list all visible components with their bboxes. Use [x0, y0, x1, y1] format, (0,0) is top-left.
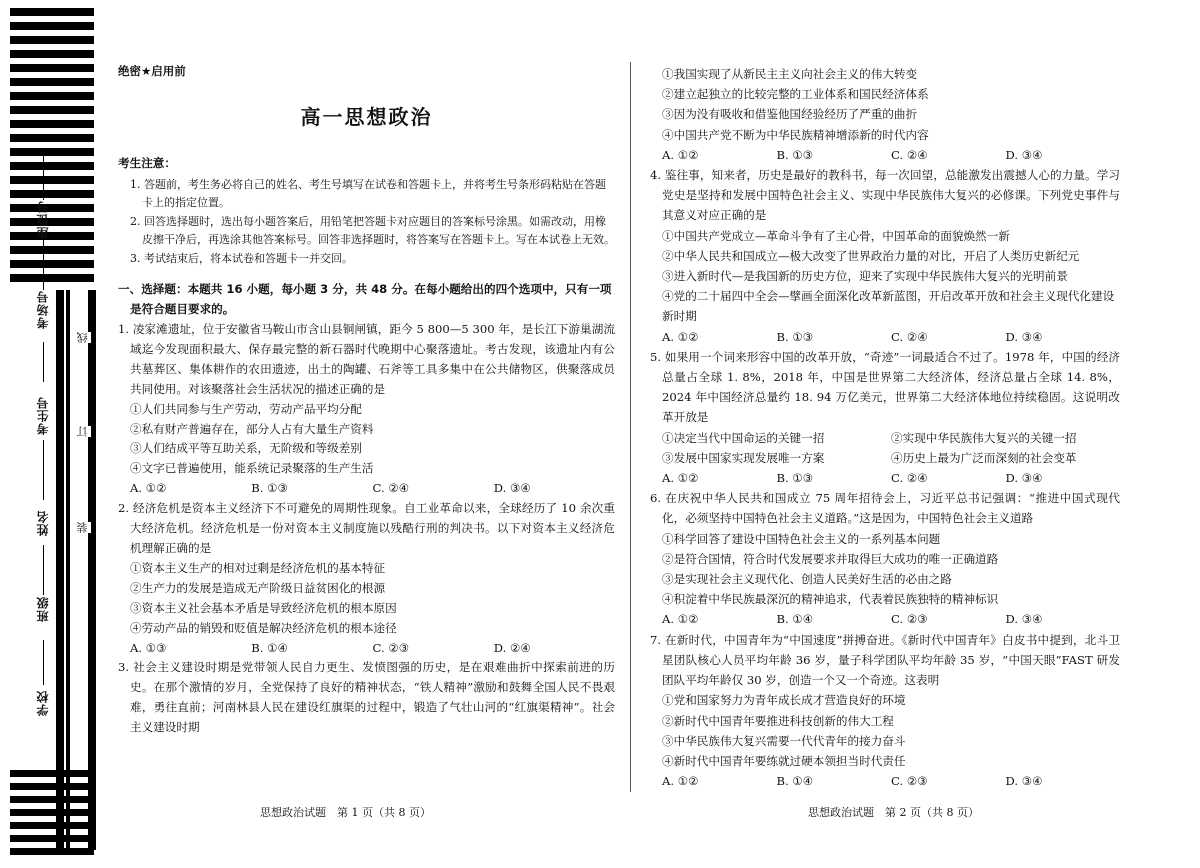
- notice-item: 3. 考试结束后，将本试卷和答题卡一并交回。: [130, 251, 353, 265]
- choices: [650, 609, 1120, 629]
- choice-d: D. ③④: [1005, 147, 1043, 162]
- page-footer: 思想政治试题 第 2 页（共 8 页）: [808, 806, 979, 819]
- option: ④积淀着中华民族最深沉的精神追求，代表着民族独特的精神标识: [662, 592, 999, 607]
- choices: [118, 639, 615, 659]
- choices: [650, 327, 1120, 347]
- page-footer: 思想政治试题 第 1 页（共 8 页）: [260, 806, 431, 819]
- choice-d: D. ③④: [1005, 471, 1043, 486]
- choices: [118, 479, 615, 499]
- option: ②新时代中国青年要推进科技创新的伟大工程: [662, 713, 894, 728]
- question-2: 2. 经济危机是资本主义经济下不可避免的周期性现象。自工业革命以来，全球经历了 10 余次重大经济危机。经济危机是一份对资本主义制度施以残酷行刑的判决书。以下对资本主义经济危机理解正确的是: [118, 501, 615, 555]
- option: ③人们结成平等互助关系，无阶级和等级差别: [130, 441, 362, 456]
- choice-b: B. ①④: [776, 612, 814, 627]
- option: ④历史上最为广泛而深刻的社会变革: [891, 450, 1077, 465]
- choice-a: A. ①②: [130, 481, 167, 496]
- binding-line: 线: [76, 332, 89, 343]
- field-seat: 座位号: [36, 200, 50, 239]
- option: ①我国实现了从新民主主义向社会主义的伟大转变: [662, 67, 918, 81]
- choice-a: A. ①③: [130, 640, 167, 655]
- choice-d: D. ③④: [1005, 774, 1043, 789]
- option: ①人们共同参与生产劳动，劳动产品平均分配: [130, 401, 362, 416]
- choice-b: B. ①③: [251, 481, 288, 496]
- option: ④劳动产品的销毁和贬值是解决经济危机的根本途径: [130, 620, 397, 635]
- choice-a: A. ①②: [662, 774, 699, 789]
- notice-item: 1. 答题前，考生务必将自己的姓名、考生号填写在试卷和答题卡上，并将考生号条形码粘贴在答题卡上的指定位置。: [130, 177, 606, 210]
- choice-c: C. ②④: [891, 147, 928, 162]
- exam-title: 高一思想政治: [300, 104, 433, 129]
- choice-b: B. ①④: [776, 774, 814, 789]
- field-class: 班级: [36, 596, 50, 622]
- confidential-mark: 绝密★启用前: [118, 64, 186, 78]
- option: ①科学回答了建设中国特色社会主义的一系列基本问题: [662, 531, 941, 546]
- choice-a: A. ①②: [662, 612, 699, 627]
- choice-b: B. ①③: [776, 471, 814, 486]
- option: ④党的二十届四中全会—擘画全面深化改革新蓝图，开启改革开放和社会主义现代化建设新时期: [662, 289, 1115, 324]
- choice-b: B. ①④: [251, 640, 288, 655]
- option: ②中华人民共和国成立—极大改变了世界政治力量的对比，开启了人类历史新纪元: [662, 248, 1080, 263]
- binding-bind: 装: [76, 522, 89, 533]
- binding-strip: [0, 0, 100, 868]
- option: ③是实现社会主义现代化、创造人民美好生活的必由之路: [662, 572, 952, 587]
- binding-staple: 订: [76, 426, 89, 437]
- section-heading: 一、选择题：本题共 16 小题，每小题 3 分，共 48 分。在每小题给出的四个选项中，只有一项是符合题目要求的。: [118, 282, 612, 317]
- choice-b: B. ①③: [776, 147, 814, 162]
- question-4: 4. 鉴往事，知来者，历史是最好的教科书，每一次回望，总能激发出震撼人心的力量。学习党史是坚持和发展中国特色社会主义、实现中华民族伟大复兴的必修课。下列党史事件与其意义对应正确的是: [650, 168, 1120, 223]
- choice-c: C. ②④: [891, 329, 928, 344]
- option: ④文字已普遍使用，能系统记录聚落的生产生活: [130, 461, 374, 476]
- choices: [650, 468, 1120, 488]
- choice-a: A. ①②: [662, 329, 699, 344]
- option: ①党和国家努力为青年成长成才营造良好的环境: [662, 693, 906, 708]
- question-1: 1. 凌家滩遗址，位于安徽省马鞍山市含山县铜闸镇，距今 5 800—5 300 年，是长江下游巢湖流域迄今发现面积最大、保存最完整的新石器时代晚期中心聚落遗址。考古发现，该遗址内有公共墓葬区、集体耕作的农田遗迹，出土的陶罐、石斧等工具多集中在公共储物区，供聚落成员共同使用。对该聚落社会生活状况的描述正确的是: [118, 322, 615, 396]
- choice-d: D. ③④: [1005, 329, 1043, 344]
- choices: [650, 145, 1120, 165]
- option: ③发展中国家实现发展唯一方案: [662, 450, 825, 465]
- choice-c: C. ②④: [372, 481, 410, 496]
- option: ②私有财产普遍存在，部分人占有大量生产资料: [130, 421, 374, 436]
- choice-d: D. ③④: [1005, 612, 1043, 627]
- question-5: 5. 如果用一个词来形容中国的改革开放，“奇迹”一词最适合不过了。1978 年，中国的经济总量占全球 1. 8%，2018 年，中国是世界第二大经济体，经济总量占全球 14. 8%，2024 年中国经济总量约 18. 94 万亿美元，世界第二大经济体地位持续稳固。这说明改革开放是: [650, 349, 1120, 425]
- choice-a: A. ①②: [662, 471, 699, 486]
- choices: [650, 771, 1120, 791]
- question-7: 7. 在新时代，中国青年为“中国速度”拼搏奋进。《新时代中国青年》白皮书中提到，北斗卫星团队核心人员平均年龄 36 岁，量子科学团队平均年龄 35 岁，“中国天眼”FAST 研发团队平均年龄仅 30 岁，创造一个又一个奇迹。这表明: [650, 632, 1120, 688]
- choice-c: C. ②③: [372, 640, 410, 655]
- question-3: 3. 社会主义建设时期是党带领人民自力更生、发愤图强的历史，是在艰难曲折中探索前进的历史。在那个激情的岁月，全党保持了良好的精神状态，“铁人精神”激励和鼓舞全国人民不畏艰难，勇往直前；河南林县人民在建设红旗渠的过程中，锻造了气壮山河的“红旗渠精神”。社会主义建设时期: [118, 660, 615, 735]
- choice-c: C. ②③: [891, 612, 928, 627]
- option: ③进入新时代—是我国新的历史方位，迎来了实现中华民族伟大复兴的光明前景: [662, 269, 1068, 284]
- field-name: 姓名: [36, 510, 50, 536]
- choice-c: C. ②③: [891, 774, 928, 789]
- option: ①中国共产党成立—革命斗争有了主心骨，中国革命的面貌焕然一新: [662, 228, 1010, 243]
- field-school: 学校: [36, 690, 50, 716]
- option: ②生产力的发展是造成无产阶级日益贫困化的根源: [130, 580, 386, 595]
- option: ①决定当代中国命运的关键一招: [662, 430, 825, 445]
- choice-a: A. ①②: [662, 147, 699, 162]
- notice-item: 2. 回答选择题时，选出每小题答案后，用铅笔把答题卡对应题目的答案标号涂黑。如需改动，用橡皮擦干净后，再选涂其他答案标号。回答非选择题时，将答案写在答题卡上。写在本试卷上无效。: [130, 214, 615, 247]
- option: ④中国共产党不断为中华民族精神增添新的时代内容: [662, 127, 929, 142]
- choice-b: B. ①③: [776, 329, 814, 344]
- field-room: 考场号: [36, 290, 50, 329]
- option-grid: [650, 428, 1120, 468]
- question-6: 6. 在庆祝中华人民共和国成立 75 周年招待会上，习近平总书记强调：“推进中国式现代化，必须坚持中国特色社会主义道路。”这是因为，中国特色社会主义道路: [650, 491, 1120, 526]
- option: ③资本主义社会基本矛盾是导致经济危机的根本原因: [130, 600, 397, 615]
- choice-d: D. ②④: [493, 640, 531, 655]
- page-1: [118, 62, 615, 738]
- field-student-id: 考生号: [36, 396, 50, 435]
- column-divider: [630, 62, 631, 792]
- option: ④新时代中国青年要练就过硬本领担当时代责任: [662, 753, 906, 768]
- choice-c: C. ②④: [891, 471, 928, 486]
- notice-title: 考生注意：: [118, 155, 176, 170]
- option: ②实现中华民族伟大复兴的关键一招: [891, 430, 1077, 445]
- option: ①资本主义生产的相对过剩是经济危机的基本特征: [130, 560, 386, 575]
- option: ③中华民族伟大复兴需要一代代青年的接力奋斗: [662, 733, 906, 748]
- option: ②是符合国情，符合时代发展要求并取得巨大成功的唯一正确道路: [662, 551, 999, 566]
- option: ③因为没有吸收和借鉴他国经验经历了严重的曲折: [662, 107, 918, 122]
- page-2: [650, 64, 1120, 791]
- choice-d: D. ③④: [493, 481, 531, 496]
- option: ②建立起独立的比较完整的工业体系和国民经济体系: [662, 87, 929, 102]
